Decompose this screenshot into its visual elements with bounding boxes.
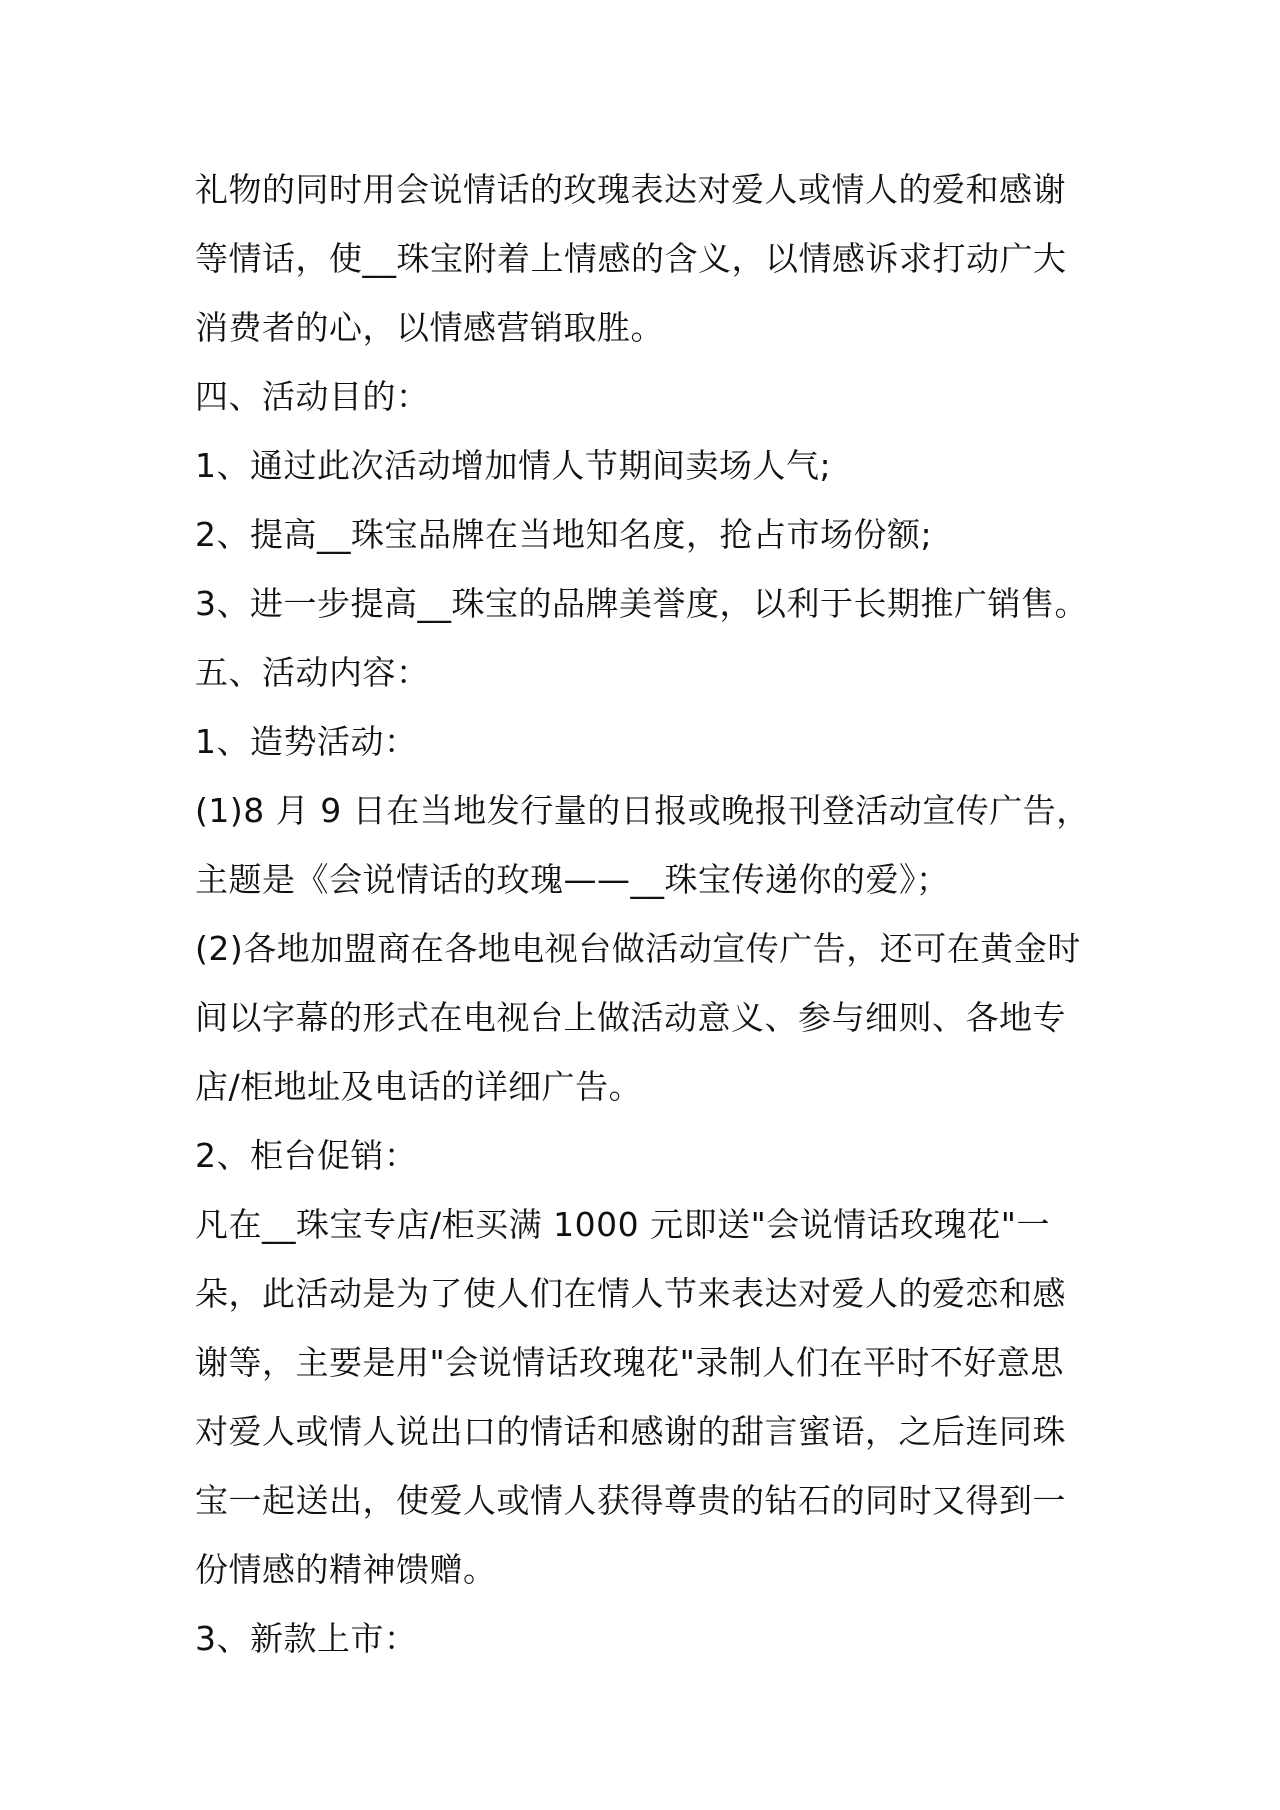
paragraph-counter-promotion-details: 凡在__珠宝专店/柜买满 1000 元即送"会说情话玫瑰花"一朵，此活动是为了使人们在情人节来表达对爱人的爱恋和感谢等，主要是用"会说情话玫瑰花"录制人们在平时不好意思对爱人或情人说出口的情话和感谢的甜言蜜语，之后连同珠宝一起送出，使爱人或情人获得尊贵的钻石的同时又得到一份情感的精神馈赠。 [195, 1205, 1066, 1589]
list-item-goal-3: 3、进一步提高__珠宝的品牌美誉度，以利于长期推广销售。 [195, 584, 1088, 623]
subheading-new-arrivals: 3、新款上市： [195, 1619, 418, 1658]
subheading-counter-promotion: 2、柜台促销： [195, 1136, 418, 1175]
list-item-goal-2: 2、提高__珠宝品牌在当地知名度，抢占市场份额; [195, 515, 933, 554]
paragraph-intro-continuation: 礼物的同时用会说情话的玫瑰表达对爱人或情人的爱和感谢等情话，使__珠宝附着上情感的含义，以情感诉求打动广大消费者的心，以情感营销取胜。 [195, 170, 1067, 347]
heading-activity-content: 五、活动内容： [195, 653, 430, 692]
paragraph-newspaper-ad: (1)8 月 9 日在当地发行量的日报或晚报刊登活动宣传广告，主题是《会说情话的玫瑰——__珠宝传递你的爱》； [195, 791, 1090, 899]
subheading-promotion: 1、造势活动： [195, 722, 418, 761]
list-item-goal-1: 1、通过此次活动增加情人节期间卖场人气; [195, 446, 832, 485]
document-body [195, 155, 1095, 1673]
heading-activity-goals: 四、活动目的： [195, 377, 430, 416]
paragraph-tv-ad: (2)各地加盟商在各地电视台做活动宣传广告，还可在黄金时间以字幕的形式在电视台上做活动意义、参与细则、各地专店/柜地址及电话的详细广告。 [195, 929, 1081, 1106]
